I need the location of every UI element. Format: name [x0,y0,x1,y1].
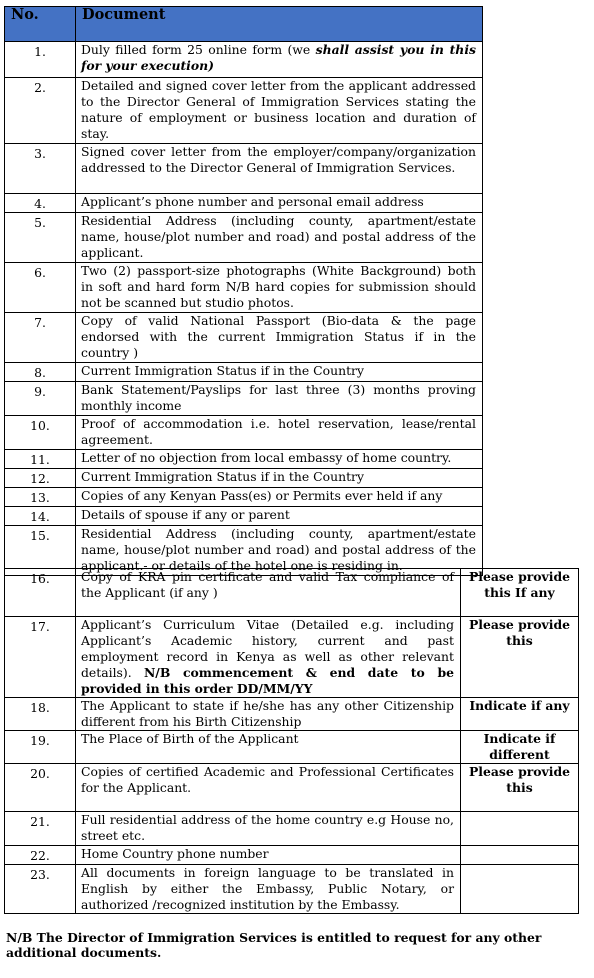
document-text: Details of spouse if any or parent [81,507,290,522]
table-row [5,846,579,865]
footer-note: N/B The Director of Immigration Services is entitled to request for any other additional documents. [6,930,542,960]
instruction-note: Please provide this If any [461,569,579,617]
document-text: Copies of any Kenyan Pass(es) or Permits ever held if any [81,488,443,503]
document-cell [76,812,461,846]
row-number: 5. [5,213,76,263]
document-cell [76,263,483,313]
row-number: 20. [5,764,76,812]
header-document: Document [76,7,483,42]
table-row [5,263,483,313]
row-number: 4. [5,194,76,213]
row-number: 16. [5,569,76,617]
instruction-note: Please provide this [461,764,579,812]
row-number: 11. [5,450,76,469]
table-header-row [5,7,483,42]
table-row [5,382,483,416]
document-text: Applicant’s phone number and personal email address [81,194,424,209]
table-row [5,469,483,488]
document-text: Current Immigration Status if in the Country [81,363,364,378]
document-text: All documents in foreign language to be translated in English by either the Embassy, Public Notary, or authorized /recognized institution by the Embassy. [81,865,454,912]
document-cell [76,416,483,450]
document-cell [76,488,483,507]
header-no: No. [5,7,76,42]
row-number: 14. [5,507,76,526]
table-row [5,507,483,526]
document-text: Duly filled form 25 online form (we [81,42,316,57]
document-cell [76,469,483,488]
document-cell [76,865,461,914]
table-row [5,144,483,194]
row-number: 6. [5,263,76,313]
row-number: 19. [5,731,76,764]
document-text: Signed cover letter from the employer/company/organization addressed to the Director General of Immigration Services. [81,144,476,175]
document-text-emphasis: N/B commencement & end date to be provided in this order DD/MM/YY [81,665,454,696]
row-number: 17. [5,617,76,698]
table-row [5,194,483,213]
instruction-note: Please provide this [461,617,579,698]
requirements-table-2 [4,568,579,914]
document-cell [76,698,461,731]
table-row [5,313,483,363]
row-number: 15. [5,526,76,576]
table-row [5,78,483,144]
document-cell [76,213,483,263]
document-text-emphasis: shall assist you in this for your execution) [81,42,476,73]
document-text: Copies of certified Academic and Professional Certificates for the Applicant. [81,764,454,795]
document-text: The Place of Birth of the Applicant [81,731,299,746]
document-text: Bank Statement/Payslips for last three (3) months proving monthly income [81,382,476,413]
document-cell [76,846,461,865]
table-row [5,764,579,812]
table-row [5,865,579,914]
instruction-note [461,846,579,865]
instruction-note: Indicate if different [461,731,579,764]
row-number: 3. [5,144,76,194]
row-number: 22. [5,846,76,865]
table-row [5,416,483,450]
document-cell [76,764,461,812]
document-text: Letter of no objection from local embassy of home country. [81,450,452,465]
table-row [5,812,579,846]
document-text: Two (2) passport-size photographs (White Background) both in soft and hard form N/B hard copies for submission should not be scanned but studio photos. [81,263,476,310]
document-text: Residential Address (including county, apartment/estate name, house/plot number and road) and postal address of the applicant.- or details of the hotel one is residing in. [81,526,476,573]
document-text: Applicant’s Curriculum Vitae (Detailed e.g. including Applicant’s Academic history, current and past employment record in Kenya as well as other relevant details). [81,617,454,680]
row-number: 2. [5,78,76,144]
row-number: 10. [5,416,76,450]
row-number: 23. [5,865,76,914]
instruction-note: Indicate if any [461,698,579,731]
document-cell [76,731,461,764]
row-number: 13. [5,488,76,507]
table-row [5,363,483,382]
row-number: 1. [5,42,76,78]
document-text: Proof of accommodation i.e. hotel reservation, lease/rental agreement. [81,416,476,447]
row-number: 18. [5,698,76,731]
table-row [5,617,579,698]
document-text: Copy of valid National Passport (Bio-data & the page endorsed with the current Immigration Status if in the country ) [81,313,476,360]
row-number: 12. [5,469,76,488]
document-cell [76,507,483,526]
document-cell [76,617,461,698]
document-cell [76,569,461,617]
document-text: Full residential address of the home country e.g House no, street etc. [81,812,454,843]
document-text: Residential Address (including county, apartment/estate name, house/plot number and road) and postal address of the applicant. [81,213,476,260]
document-cell [76,382,483,416]
document-text: Home Country phone number [81,846,269,861]
requirements-table-1 [4,6,483,576]
document-cell [76,42,483,78]
row-number: 7. [5,313,76,363]
table-row [5,213,483,263]
row-number: 21. [5,812,76,846]
table-row [5,42,483,78]
row-number: 9. [5,382,76,416]
document-cell [76,363,483,382]
table-row [5,569,579,617]
instruction-note [461,812,579,846]
document-text: Current Immigration Status if in the Country [81,469,364,484]
document-cell [76,194,483,213]
document-cell [76,78,483,144]
document-text: Detailed and signed cover letter from the applicant addressed to the Director General of Immigration Services stating the nature of employment or business location and duration of stay. [81,78,476,141]
table-row [5,450,483,469]
document-cell [76,450,483,469]
document-cell [76,313,483,363]
instruction-note [461,865,579,914]
table-row [5,698,579,731]
row-number: 8. [5,363,76,382]
table-row [5,488,483,507]
document-text: Copy of KRA pin certificate and valid Tax compliance of the Applicant (if any ) [81,569,454,600]
table-row [5,731,579,764]
document-cell [76,144,483,194]
document-text: The Applicant to state if he/she has any other Citizenship different from his Birth Citizenship [81,698,454,729]
